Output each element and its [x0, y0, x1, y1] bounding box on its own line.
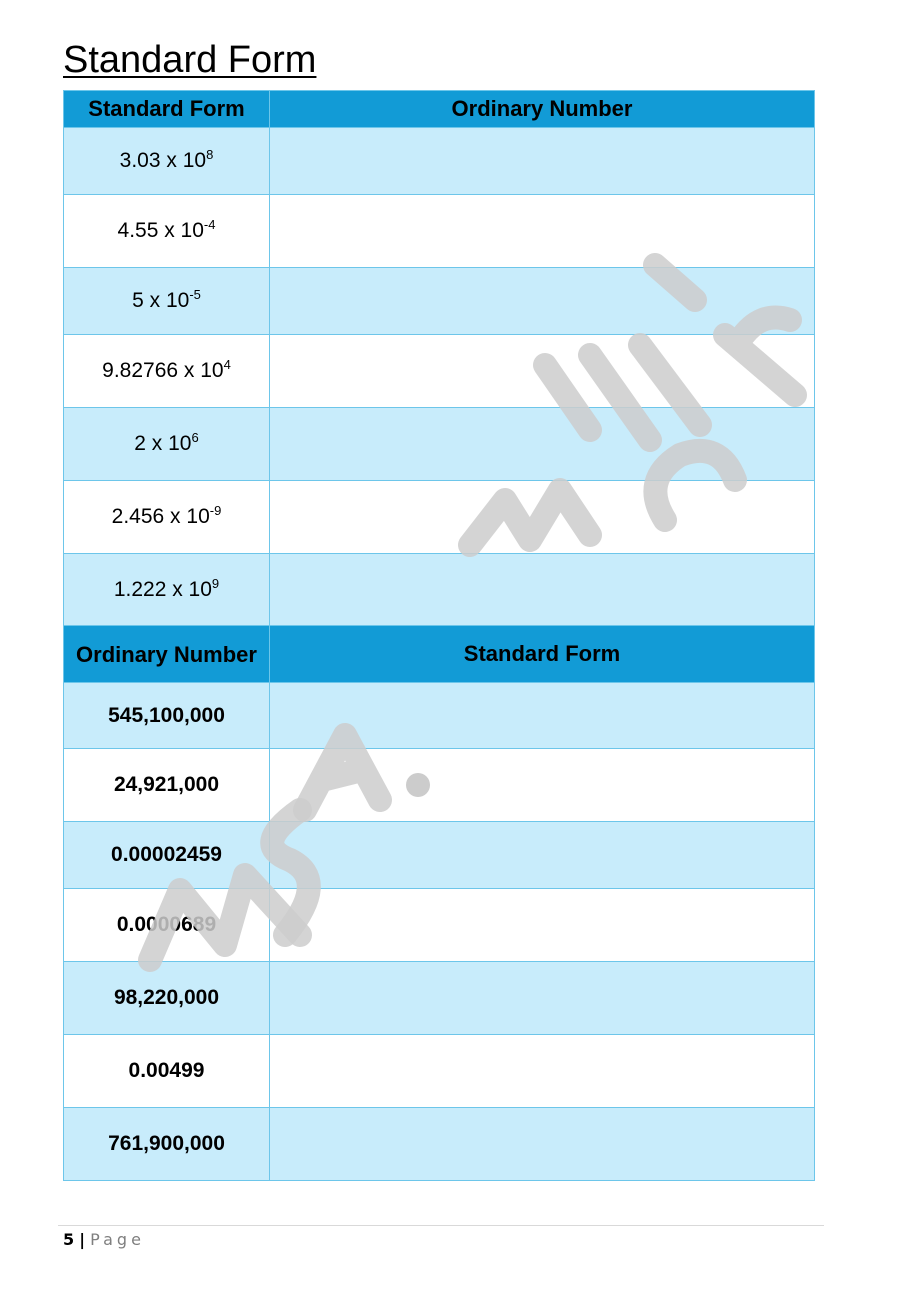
table-row	[64, 128, 815, 195]
ordinary-number-value: 0.00002459	[64, 822, 270, 889]
standard-form-value: 5 x $10^{-5}$	[64, 268, 270, 335]
answer-cell[interactable]	[270, 128, 815, 195]
table-row	[64, 683, 815, 749]
table-row	[64, 1108, 815, 1181]
answer-cell[interactable]	[270, 408, 815, 481]
table-row	[64, 1035, 815, 1108]
answer-cell[interactable]	[270, 1108, 815, 1181]
table-row	[64, 195, 815, 268]
page-title: Standard Form	[63, 39, 317, 81]
table-row	[64, 554, 815, 627]
ordinary-to-standard-table	[63, 625, 815, 1181]
answer-cell[interactable]	[270, 822, 815, 889]
column-header-ordinary-number: Ordinary Number	[64, 626, 270, 683]
table-row	[64, 268, 815, 335]
standard-form-value: 2.456 x $10^{-9}$	[64, 481, 270, 554]
ordinary-number-value: 98,220,000	[64, 962, 270, 1035]
answer-cell[interactable]	[270, 481, 815, 554]
table-row	[64, 962, 815, 1035]
standard-form-value: 9.82766 x $10^4$	[64, 335, 270, 408]
answer-cell[interactable]	[270, 1035, 815, 1108]
standard-form-value: 2 x $10^6$	[64, 408, 270, 481]
standard-form-value: 4.55 x $10^{-4}$	[64, 195, 270, 268]
table-row	[64, 822, 815, 889]
ordinary-number-value: 24,921,000	[64, 749, 270, 822]
footer-separator: |	[79, 1230, 86, 1249]
ordinary-number-value: 761,900,000	[64, 1108, 270, 1181]
page-number: 5	[63, 1230, 75, 1249]
table-header-row	[64, 91, 815, 128]
table-row	[64, 749, 815, 822]
column-header-ordinary-number: Ordinary Number	[270, 91, 815, 128]
page-label: Page	[90, 1230, 145, 1249]
table-row	[64, 408, 815, 481]
answer-cell[interactable]	[270, 268, 815, 335]
page-footer	[63, 1230, 145, 1249]
answer-cell[interactable]	[270, 962, 815, 1035]
column-header-standard-form: Standard Form	[270, 626, 815, 683]
standard-to-ordinary-table	[63, 90, 815, 627]
table-header-row	[64, 626, 815, 683]
table-row	[64, 481, 815, 554]
standard-form-value: 3.03 x $10^8$	[64, 128, 270, 195]
answer-cell[interactable]	[270, 335, 815, 408]
column-header-standard-form: Standard Form	[64, 91, 270, 128]
table-row	[64, 889, 815, 962]
table-row	[64, 335, 815, 408]
answer-cell[interactable]	[270, 683, 815, 749]
ordinary-number-value: 0.00499	[64, 1035, 270, 1108]
footer-divider	[58, 1225, 824, 1226]
answer-cell[interactable]	[270, 889, 815, 962]
answer-cell[interactable]	[270, 195, 815, 268]
ordinary-number-value: 545,100,000	[64, 683, 270, 749]
standard-form-value: 1.222 x $10^9$	[64, 554, 270, 627]
answer-cell[interactable]	[270, 554, 815, 627]
answer-cell[interactable]	[270, 749, 815, 822]
ordinary-number-value: 0.0000689	[64, 889, 270, 962]
